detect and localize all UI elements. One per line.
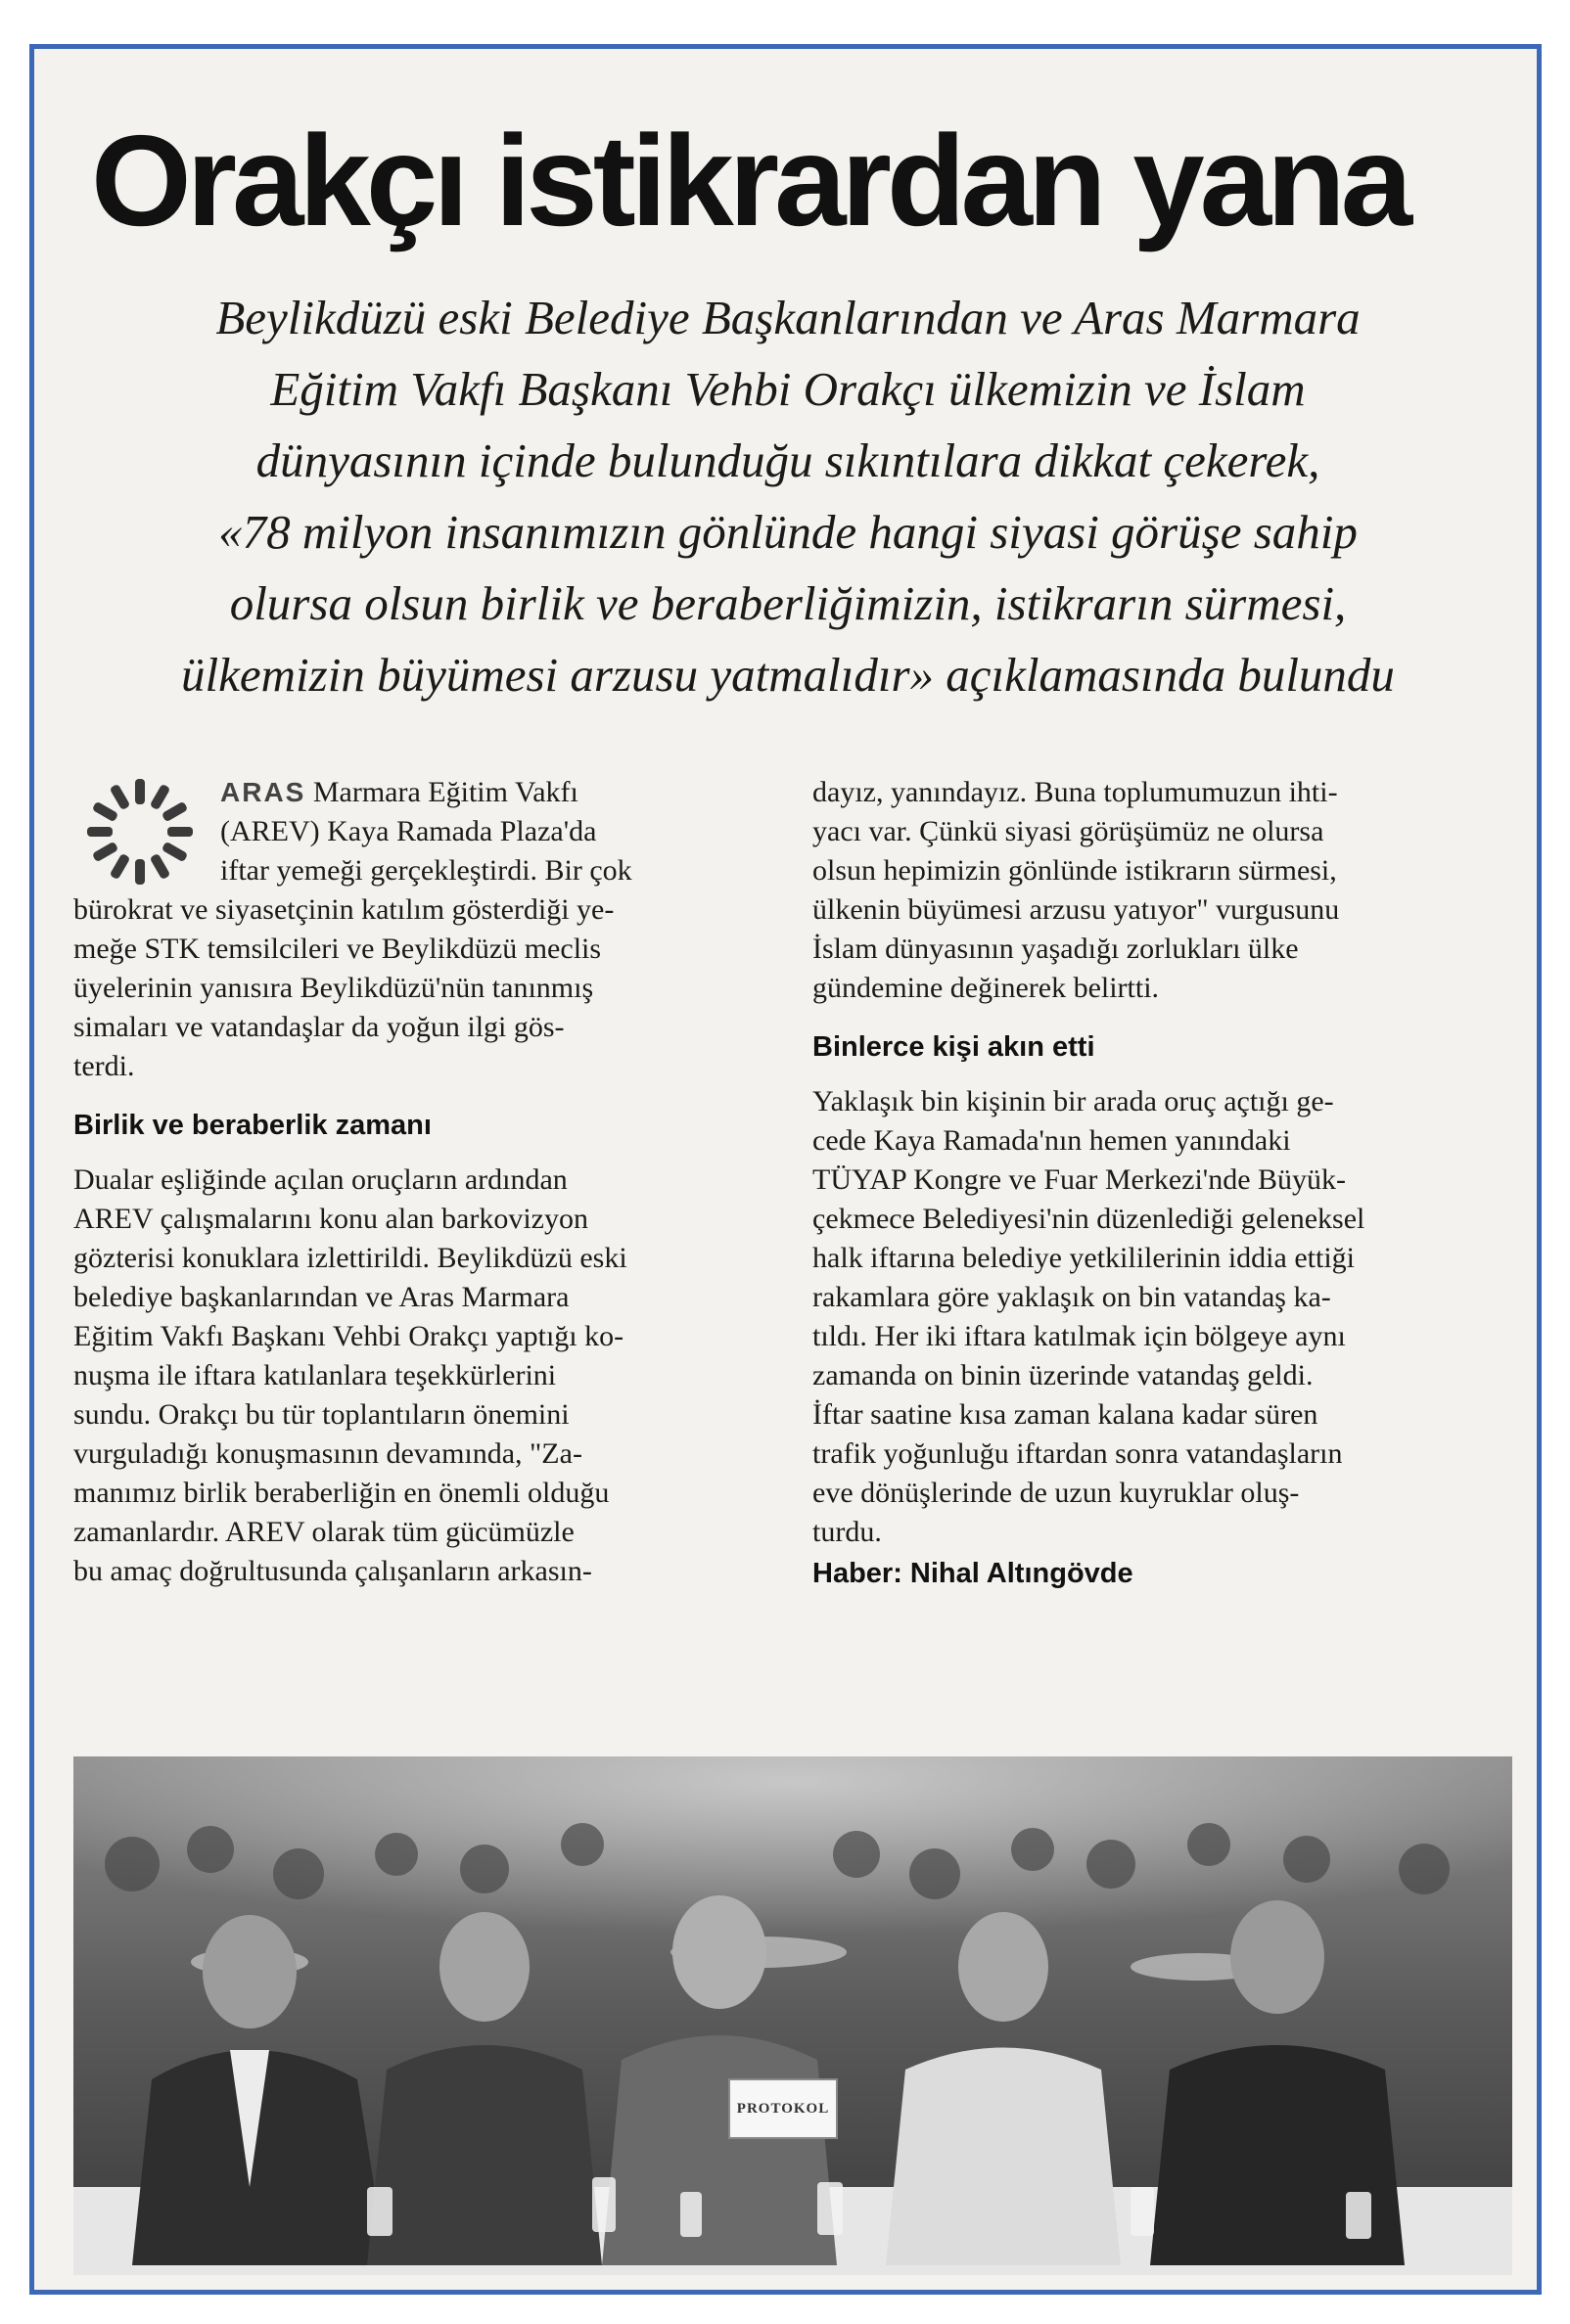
lead-line: simaları ve vatandaşlar da yoğun ilgi gös- <box>73 1011 565 1043</box>
lead-block <box>73 773 788 890</box>
body-line: çekmece Belediyesi'nin düzenlediği geleneksel <box>812 1203 1365 1235</box>
byline: Haber: Nihal Altıngövde <box>812 1558 1133 1589</box>
right-column <box>812 773 1517 1593</box>
body-line: cede Kaya Ramada'nın hemen yanındaki <box>812 1124 1291 1157</box>
body-line: bu amaç doğrultusunda çalışanların arkasın- <box>73 1555 592 1587</box>
body-line: Dualar eşliğinde açılan oruçların ardından <box>73 1163 568 1196</box>
body-line: olsun hepimizin gönlünde istikrarın sürmesi, <box>812 854 1337 887</box>
body-line: vurguladığı konuşmasının devamında, "Za- <box>73 1437 582 1470</box>
body-line: İftar saatine kısa zaman kalana kadar süren <box>812 1398 1318 1431</box>
body-line: sundu. Orakçı bu tür toplantıların önemini <box>73 1398 570 1431</box>
body-line: halk iftarına belediye yetkililerinin iddia ettiği <box>812 1242 1355 1274</box>
aras-word: ARAS <box>220 777 306 807</box>
body-line: Eğitim Vakfı Başkanı Vehbi Orakçı yaptığı ko- <box>73 1320 624 1352</box>
deck-line: ülkemizin büyümesi arzusu yatmalıdır» açıklamasında bulundu <box>181 648 1395 702</box>
body-line: rakamlara göre yaklaşık on bin vatandaş ka- <box>812 1281 1331 1313</box>
lead-line: üyelerinin yanısıra Beylikdüzü'nün tanınmış <box>73 972 594 1004</box>
subhead-binlerce: Binlerce kişi akın etti <box>812 1031 1095 1063</box>
body-line: gözterisi konuklara izlettirildi. Beylikdüzü eski <box>73 1242 627 1274</box>
body-line: tıldı. Her iki iftara katılmak için bölgeye aynı <box>812 1320 1346 1352</box>
lead-line: iftar yemeği gerçekleştirdi. Bir çok <box>220 854 632 887</box>
lead-first-line <box>220 773 788 812</box>
deck-line: olursa olsun birlik ve beraberliğimizin, istikrarın sürmesi, <box>229 576 1347 630</box>
event-photo <box>73 1756 1512 2275</box>
body-line: turdu. <box>812 1516 882 1548</box>
body-line: AREV çalışmalarını konu alan barkovizyon <box>73 1203 588 1235</box>
body-line: dayız, yanındayız. Buna toplumumuzun ihti- <box>812 776 1338 808</box>
deck-line: dünyasının içinde bulunduğu sıkıntılara dikkat çekerek, <box>255 433 1320 487</box>
deck <box>73 282 1502 710</box>
deck-line: Eğitim Vakfı Başkanı Vehbi Orakçı ülkemizin ve İslam <box>270 362 1306 416</box>
event-photo-illustration <box>73 1756 1512 2275</box>
lead-line: bürokrat ve siyasetçinin katılım gösterdiği ye- <box>73 893 615 926</box>
body-line: ülkenin büyümesi arzusu yatıyor" vurgusunu <box>812 893 1340 926</box>
body-line: Yaklaşık bin kişinin bir arada oruç açtığı ge- <box>812 1085 1334 1117</box>
subhead-birlik: Birlik ve beraberlik zamanı <box>73 1110 432 1141</box>
clipping-frame <box>29 44 1542 2295</box>
protokol-card-label: PROTOKOL <box>736 2101 830 2117</box>
body-line: İslam dünyasının yaşadığı zorlukları ülke <box>812 933 1299 965</box>
aras-logo-icon <box>78 773 206 890</box>
deck-line: Beylikdüzü eski Belediye Başkanlarından ve Aras Marmara <box>215 291 1361 344</box>
headline: Orakçı istikrardan yana <box>91 109 1408 252</box>
lead-first-line-text: Marmara Eğitim Vakfı <box>305 776 578 808</box>
body-line: zamanda on binin üzerinde vatandaş geldi. <box>812 1359 1314 1391</box>
body-line: trafik yoğunluğu iftardan sonra vatandaşların <box>812 1437 1343 1470</box>
body-line: gündemine değinerek belirtti. <box>812 972 1160 1004</box>
deck-line: «78 milyon insanımızın gönlünde hangi siyasi görüşe sahip <box>218 505 1358 559</box>
body-line: yacı var. Çünkü siyasi görüşümüz ne olursa <box>812 815 1324 847</box>
lead-line: (AREV) Kaya Ramada Plaza'da <box>220 815 597 847</box>
body-line: manımız birlik beraberliğin en önemli olduğu <box>73 1477 610 1509</box>
left-column <box>73 773 788 1591</box>
body-line: belediye başkanlarından ve Aras Marmara <box>73 1281 570 1313</box>
lead-line: terdi. <box>73 1050 135 1082</box>
body-line: nuşma ile iftara katılanlara teşekkürlerini <box>73 1359 557 1391</box>
body-line: TÜYAP Kongre ve Fuar Merkezi'nde Büyük- <box>812 1163 1347 1196</box>
lead-line: meğe STK temsilcileri ve Beylikdüzü meclis <box>73 933 602 965</box>
body-line: eve dönüşlerinde de uzun kuyruklar oluş- <box>812 1477 1300 1509</box>
body-line: zamanlardır. AREV olarak tüm gücümüzle <box>73 1516 575 1548</box>
